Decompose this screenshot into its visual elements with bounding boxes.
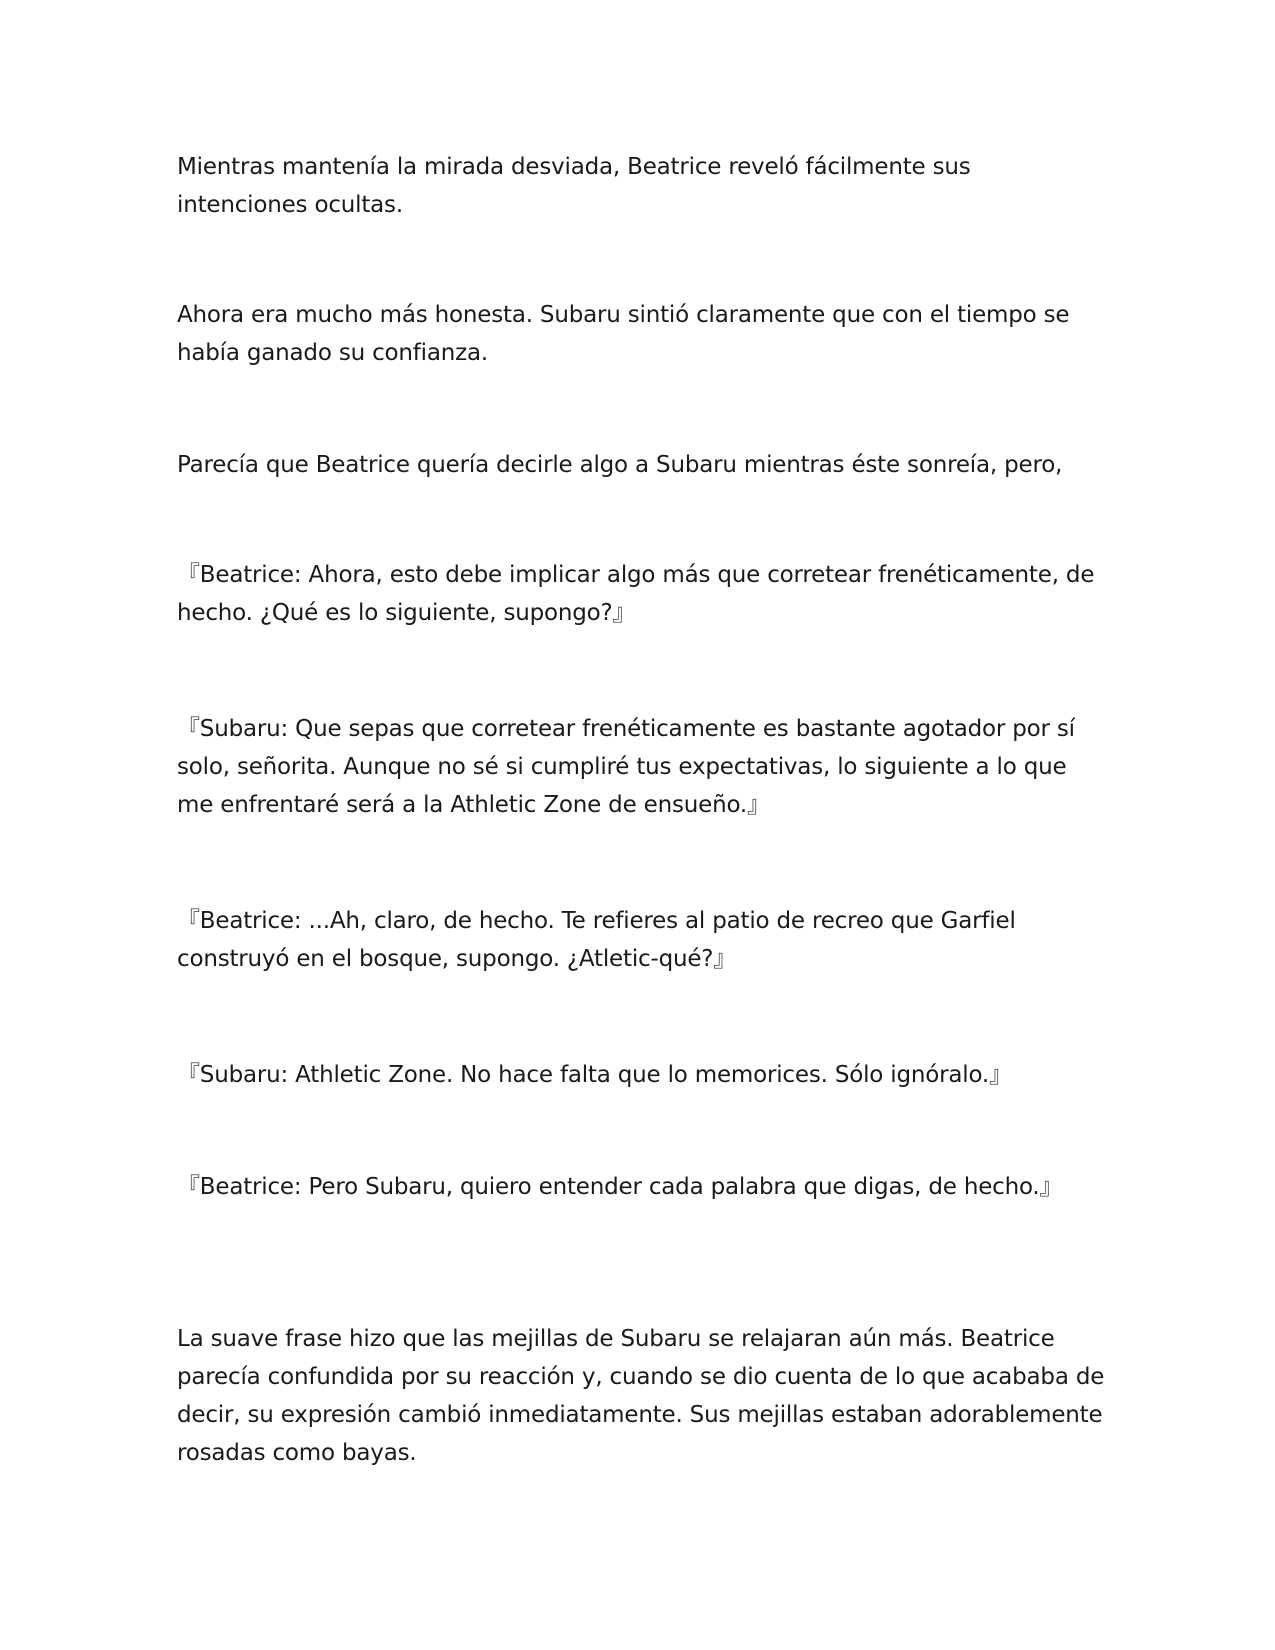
narration-paragraph: Ahora era mucho más honesta. Subaru sintió claramente que con el tiempo se había ganado su confianza.	[177, 302, 1070, 366]
dialogue-beatrice: 『Beatrice: Ahora, esto debe implicar algo más que corretear frenéticamente, de hecho. ¿Qué es lo siguiente, supongo?』	[177, 562, 1095, 626]
narration-paragraph: Mientras mantenía la mirada desviada, Beatrice reveló fácilmente sus intenciones ocultas.	[177, 154, 971, 218]
dialogue-beatrice: 『Beatrice: ...Ah, claro, de hecho. Te refieres al patio de recreo que Garfiel construyó en el bosque, supongo. ¿Atletic-qué?』	[177, 908, 1016, 972]
narration-paragraph: Parecía que Beatrice quería decirle algo a Subaru mientras éste sonreía, pero,	[177, 452, 1063, 478]
dialogue-subaru: 『Subaru: Athletic Zone. No hace falta que lo memorices. Sólo ignóralo.』	[177, 1062, 1012, 1088]
dialogue-subaru: 『Subaru: Que sepas que corretear frenéticamente es bastante agotador por sí solo, señorita. Aunque no sé si cumpliré tus expectativas, lo siguiente a lo que me enfrentaré será a la Athletic Zone de ensueño.』	[177, 716, 1075, 818]
dialogue-beatrice: 『Beatrice: Pero Subaru, quiero entender cada palabra que digas, de hecho.』	[177, 1174, 1063, 1200]
narration-paragraph: La suave frase hizo que las mejillas de Subaru se relajaran aún más. Beatrice parecía confundida por su reacción y, cuando se dio cuenta de lo que acababa de decir, su expresión cambió inmediatamente. Sus mejillas estaban adorablemente rosadas como bayas.	[177, 1326, 1105, 1466]
